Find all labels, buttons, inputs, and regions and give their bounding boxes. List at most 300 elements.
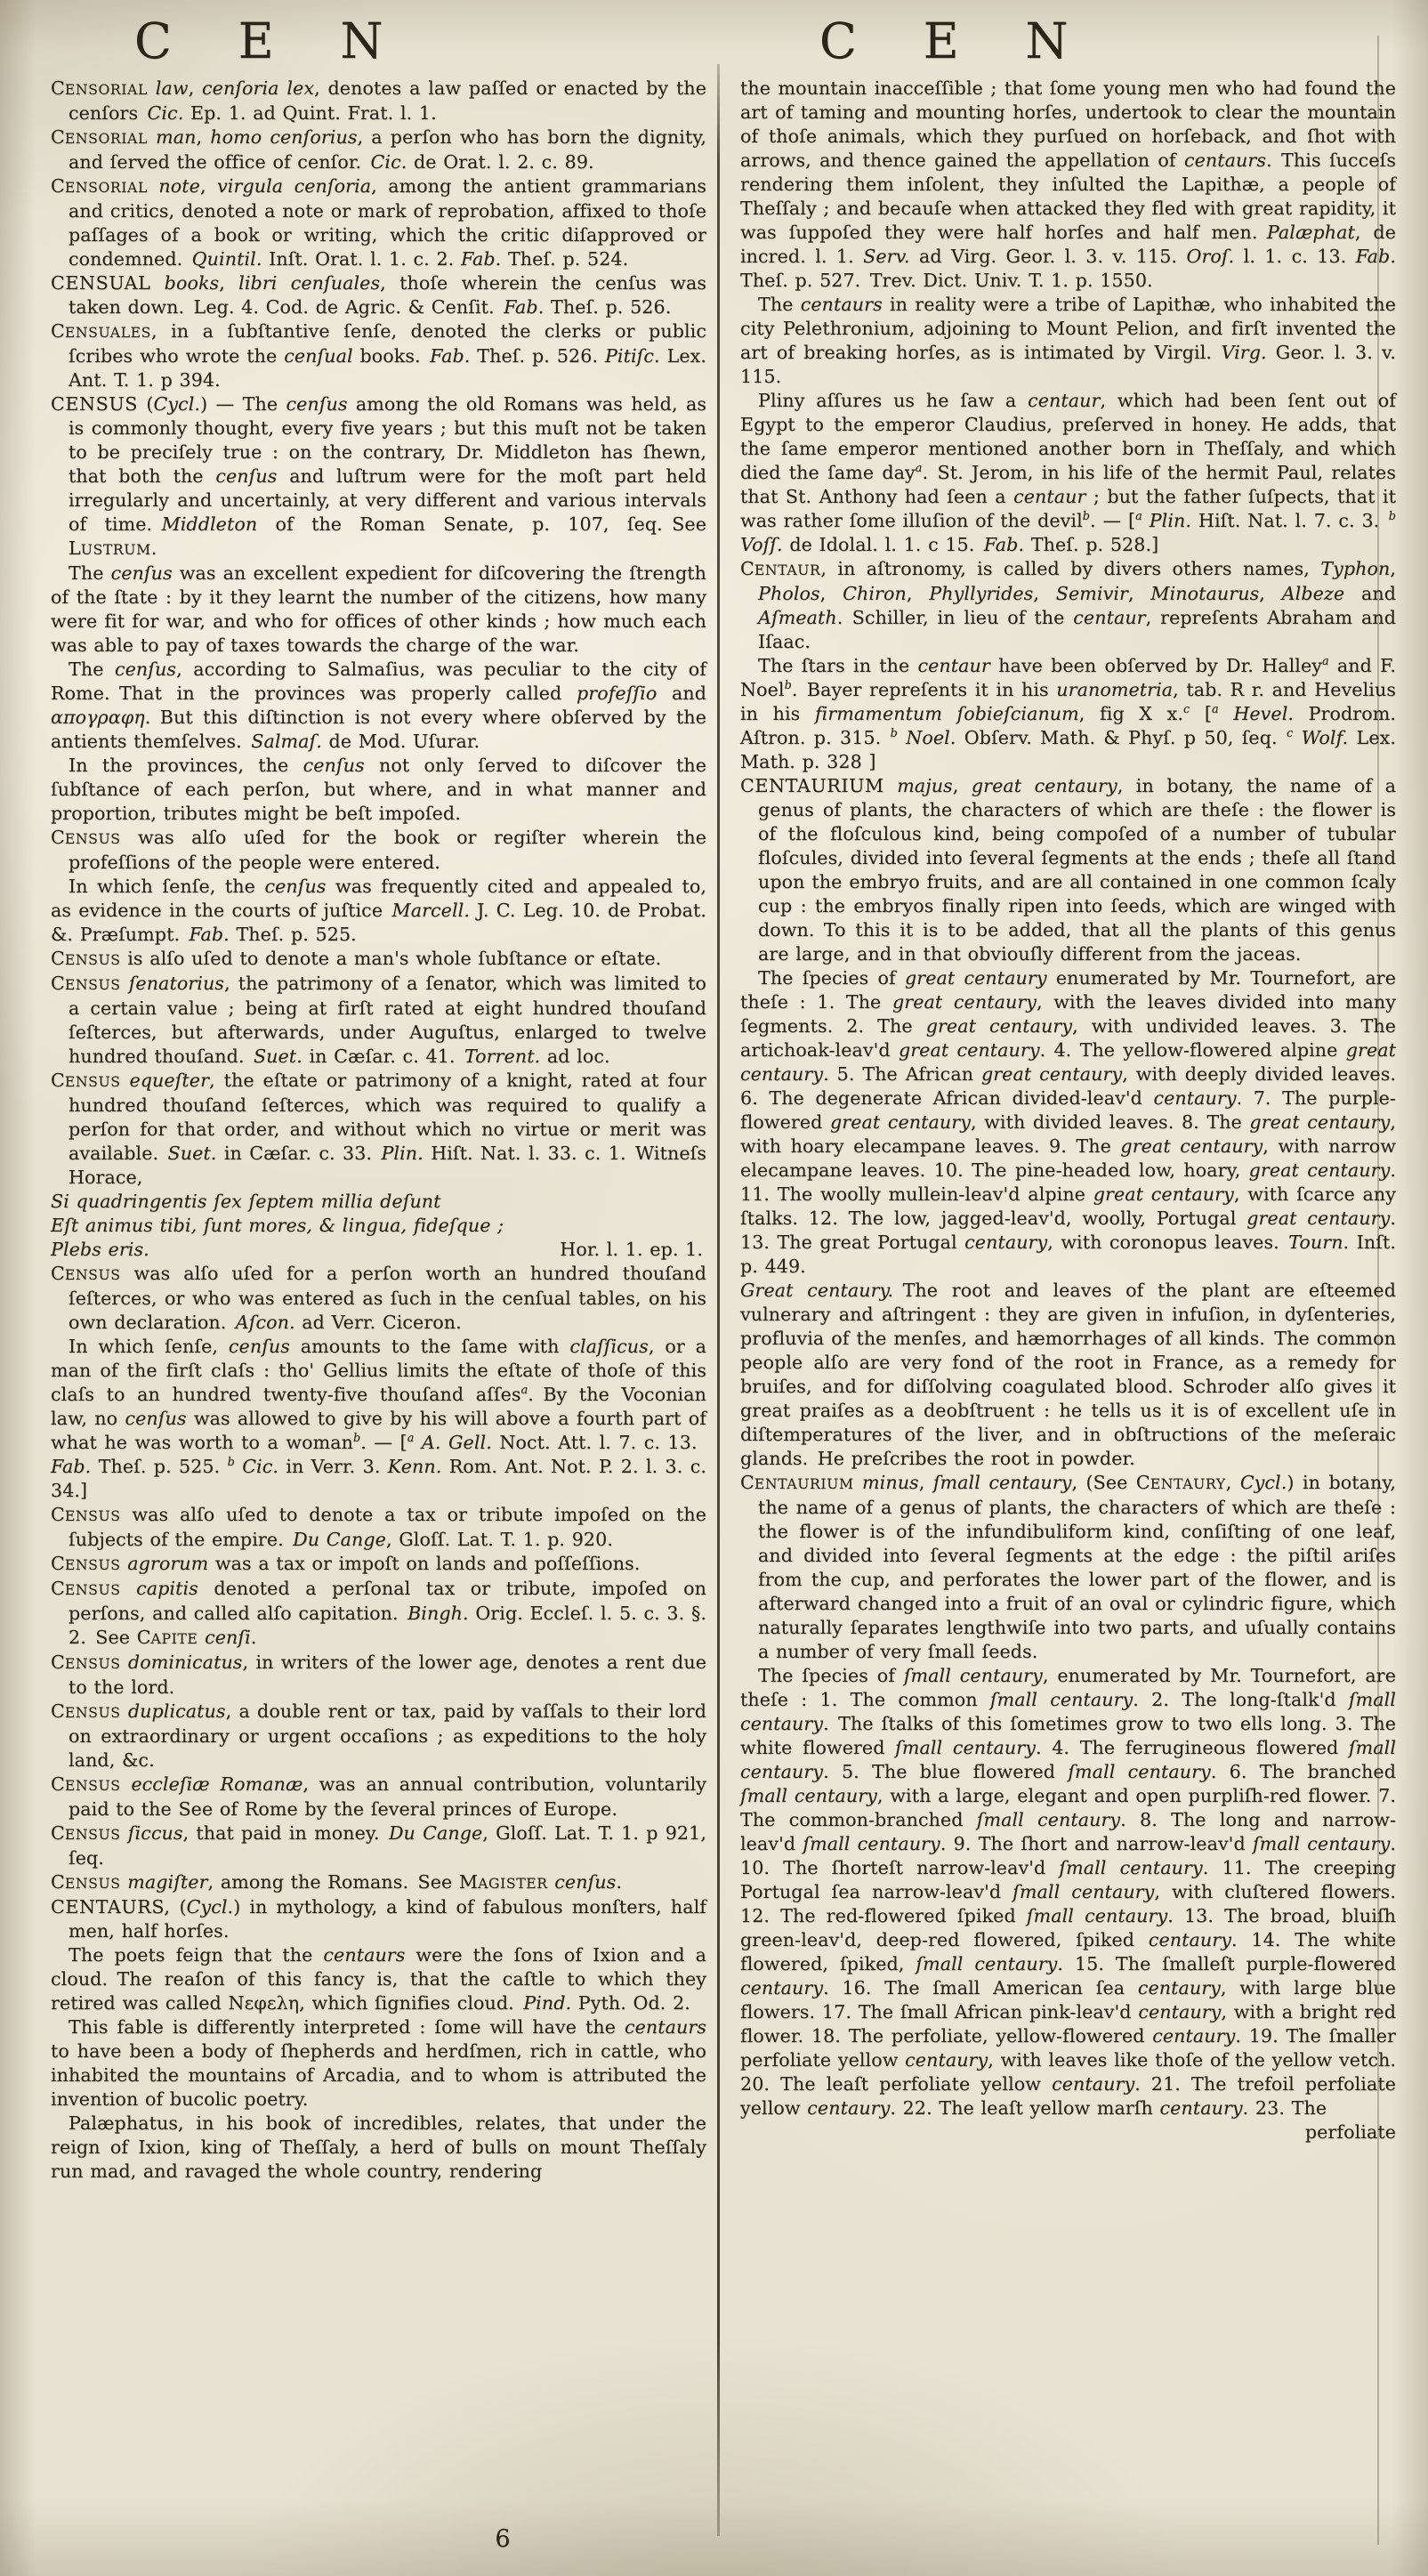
italic-run: great centaury [898,1039,1040,1061]
running-head-left: C E N [133,12,409,69]
text-run [1219,703,1234,724]
italic-run: Oroſ. [1186,246,1235,267]
entry-census-equester [51,1069,706,1190]
italic-run: Fab. [1355,246,1396,267]
headword-smallcaps: CENSUS [51,973,121,994]
text-run: Pyth. Od. 2. [571,1992,690,2014]
left-column-text [51,77,706,2184]
text-run [1142,510,1150,531]
italic-run: Serv. [863,246,910,267]
italic-run: law [147,77,189,99]
text-run: and luſtrum were for the moſt part held irregularly and uncertainly, at very different and various intervals of time. [69,465,706,535]
text-run: , that paid in money. [182,1822,389,1844]
headword-smallcaps: CENSUS [51,1822,121,1844]
italic-run: cenſual [284,345,353,367]
text-run: Theſ. p. 524. [501,248,629,270]
text-run: . 23. The [1242,2097,1327,2119]
italic-run: Typhon [1320,558,1391,579]
headword-smallcaps: CENSUALES [51,320,151,342]
text-run: The ſpecies of [758,967,905,989]
text-run [898,727,906,748]
running-head-right: C E N [819,12,1094,69]
text-run: , denotes a law paſſed or enacted by the cenſors [69,77,706,124]
entry-census-ecclesiae [51,1773,706,1821]
italic-run: note [147,175,200,197]
italic-run: Middleton [161,513,258,535]
text-run: . 16. The ſmall American ſea [823,1977,1138,1999]
text-run: amounts to the ſame with [289,1336,570,1357]
text-run: ( [137,393,154,415]
text-run: among the old Romans was held, as is commonly thought, every five years ; but this muſt not be taken to be preciſely true : on the contrary, Dr. Middleton has ſhewn, that both the [69,393,707,487]
text-run: , [219,272,239,294]
text-run [884,775,897,796]
text-run: , tab. R r. and Hevelius in his [740,679,1396,724]
italic-run: firmamentum ſobieſcianum [814,703,1079,724]
page-number: 6 [495,2525,511,2553]
italic-run: Quintil. [191,248,262,270]
text-run: . 21. The trefoil perfoliate yellow [740,2073,1396,2119]
text-run: . 9. The ſhort and narrow-leav'd [940,1833,1253,1854]
entry-censorial-man [51,125,706,174]
text-run: The [69,658,116,680]
text-run: , [952,775,972,796]
italic-run: centaurs [800,294,883,315]
text-run [1293,727,1301,748]
text-run: was alſo uſed to denote a tax or tribute impoſed on the ſubjects of the empire. [69,1504,706,1550]
italic-run: Palæphat [1266,222,1355,243]
text-run: , with divided leaves. 8. The [970,1111,1250,1133]
italic-run: cenſus [554,1871,617,1893]
text-run: . 6. The branched [1210,1761,1396,1782]
text-run [121,1822,128,1844]
entry-census-dominicatus [51,1651,706,1700]
text-run: , which had been ſent out of Egypt to the emperor Claudius, preſerved in honey. He adds, that the ſame emperor mentioned another born in Theſſaly, and which died the ſame day [740,390,1397,483]
italic-run: Plin. [1149,510,1192,531]
text-run: was frequently cited and appealed to, as evidence in the courts of juſtice [51,876,706,921]
footnote-ref: a [1321,655,1329,669]
text-run: Theſ. p. 526. [544,296,672,318]
italic-run: Suet. [253,1046,303,1067]
italic-run: ſmall centaury [895,1737,1036,1758]
text-run: The ſtars in the [758,655,918,676]
italic-run: Pitiſc. [604,345,660,367]
italic-run: Wolf. [1301,727,1349,748]
body-paragraph [51,2112,706,2184]
italic-run: Great centaury. [740,1280,894,1301]
footnote-ref: b [227,1456,235,1470]
text-run: in Verr. 3. [278,1456,388,1477]
verse-attribution [560,1238,703,1262]
italic-run: great centaury [1249,1111,1391,1133]
italic-run: magiſter [127,1871,208,1893]
headword-smallcaps: MAGISTER [458,1871,548,1893]
text-run: , with hoary elecampane leaves. 9. The [740,1111,1396,1157]
text-run: J. C. Leg. 10. de Probat. &. Præſumpt. [51,900,707,945]
entry-census-capitis [51,1577,706,1651]
text-run: The [758,294,801,315]
text-run: to have been a body of ſhepherds and herdſmen, rich in cattle, who inhabited the mountains of Arcadia, and to whom is attributed the invention of bucolic poetry. [51,2040,706,2110]
italic-run: ſmall centaury [1252,1833,1391,1854]
italic-run: Aſcon. [235,1312,295,1333]
text-run: , a double rent or tax, paid by vaſſals to their lord on extraordinary or urgent occaſions ; as expeditions to the holy land, &c. [69,1700,706,1771]
text-run: ( [170,1896,187,1918]
italic-run: eccleſiæ Romanæ [131,1773,303,1795]
italic-run: majus [897,775,953,796]
italic-run: man [147,126,197,148]
entry-census-cycl [51,392,706,561]
text-run: . 4. The ferrugineous flowered [1035,1737,1349,1758]
text-run: ad Verr. Ciceron. [294,1312,462,1333]
italic-run: centaury [1138,2001,1222,2023]
entry-centaur-astronomy [740,557,1396,654]
text-run: Prodrom. Aſtron. p. 315. [740,703,1397,748]
text-run: , [918,1472,933,1493]
text-run: Pliny aſſures us he ſaw a [758,390,1029,411]
italic-run: ſmall centaury [803,1833,940,1854]
italic-run: great centaury [1093,1183,1234,1205]
text-run: was alſo uſed for a perſon worth an hundred thouſand ſeſterces, or who was entered as ſuch in the cenſual tables, on his own declaration. [69,1263,706,1333]
text-run: and [1344,583,1396,604]
italic-run: Marcell. [391,900,470,921]
text-run: . — [ [1090,510,1136,531]
text-run: was alſo uſed for the book or regiſter wherein the profeſſions of the people were entered. [69,827,706,873]
italic-run: great centaury [1120,1135,1263,1157]
text-run: . St. Jerom, in his life of the hermit Paul, relates that St. Anthony had ſeen a [740,462,1396,507]
italic-run: centaury [1159,2097,1243,2119]
entry-census-senatorius [51,972,706,1069]
italic-run: great centaury [740,1039,1396,1085]
text-run: . 2. The long-ſtalk'd [1133,1689,1349,1710]
italic-run: claſſicus [569,1336,649,1357]
headword-caps: CENSUAL [51,272,151,294]
italic-run: Voſſ. [740,534,783,555]
text-run: The [69,562,111,584]
text-run: . — [ [360,1432,407,1453]
italic-run: Minotaurus [1150,583,1260,604]
italic-run: duplicatus [127,1700,226,1722]
text-run: Theſ. p. 525. [229,924,357,945]
italic-run: cenſus [110,562,173,584]
italic-run: centaur [1013,486,1086,507]
italic-run: Fab. [504,296,545,318]
headword-smallcaps: CENSUS [51,948,121,969]
text-run: ) in mythology, a kind of fabulous monſters, half men, half horſes. [69,1896,706,1942]
italic-run: Fab. [983,534,1025,555]
italic-run: centaur [1073,607,1146,628]
text-run: . [616,1871,622,1893]
text-run: , with a large, elegant and open purpliſh-red flower. 7. The common-branched [740,1785,1397,1830]
italic-run: ſmall centaury [1013,1881,1155,1902]
body-paragraph [740,1279,1396,1471]
footnote-ref: a [1135,510,1142,524]
text-run: , the patrimony of a ſenator, which was limited to a certain value ; being at firſt rated at eight hundred thouſand ſeſterces, but afterwards, under Auguſtus, enlarged to twelve hundred thouſand. [69,973,707,1067]
headword-smallcaps: CENSORIAL [51,126,148,148]
entry-census-magister [51,1870,706,1895]
italic-run: centaury [807,2097,891,2119]
italic-run: equeſter [129,1070,210,1091]
text-run: in Cæſar. c. 41. [302,1046,464,1067]
headword-smallcaps: CENSUS [51,1263,121,1284]
headword-smallcaps: CENSUS [51,1773,121,1795]
body-paragraph [51,754,706,826]
left-column [51,77,706,2184]
italic-run: A. Gell. [421,1432,492,1453]
text-run: . 4. The yellow-flowered alpine [1039,1039,1346,1061]
italic-run: centaur [1028,390,1101,411]
italic-run: Cycl. [153,393,201,415]
text-run [121,973,129,994]
text-run: . Schiller, in lieu of the [836,607,1074,628]
text-run: , was an annual contribution, voluntarily paid to the See of Rome by the ſeveral princes of Europe. [69,1773,706,1820]
text-run: , among the Romans. See [207,1871,459,1893]
text-run: , [819,583,843,604]
footnote-ref: b [890,727,898,741]
italic-run: ſmall centaury [916,1953,1058,1974]
italic-run: Si quadringentis ſex ſeptem millia deſunt [51,1191,441,1212]
text-run: not only ſerved to diſcover the ſubſtance of each perſon, but where, and in what manner and proportion, tributes might be beſt impoſed. [51,755,706,824]
body-paragraph [740,654,1396,774]
text-run: . 19. The ſmaller perfoliate yellow [740,2025,1396,2071]
text-run: l. 1. c. 13. [1234,246,1356,267]
text-run: Theſ. p. 526. [470,345,605,367]
italic-run: Cycl. [1239,1472,1287,1493]
italic-run: great centaury [905,967,1047,989]
text-run: . 5. The blue flowered [823,1761,1069,1782]
text-run: Inſt. Orat. l. 1. c. 2. [262,248,461,270]
text-run: . 13. The broad, bluiſh green-leav'd, deep-red flowered, ſpiked [740,1905,1396,1950]
entry-centaurium-minus [740,1471,1396,1664]
headword-smallcaps: CENSUS [51,1871,121,1893]
text-run: , [1033,583,1056,604]
body-paragraph [51,1943,706,2015]
text-run: Lex. Ant. T. 1. p 394. [69,345,706,391]
body-paragraph [51,875,706,947]
italic-run: Pind. [523,1992,572,2014]
italic-run: Salmaſ. [251,731,322,752]
text-run: . 11. The woolly mullein-leav'd alpine [740,1159,1396,1205]
text-run: were the ſons of Ixion and a cloud. The reaſon of this fancy is, that the caſtle to which they retired was called Νεφελη, which ſignifies cloud. [51,1944,706,2014]
italic-run: books [150,272,220,294]
headword-smallcaps: CENSUS [51,1578,121,1599]
footnote-ref: b [1388,510,1396,524]
italic-run: cenſus [215,465,278,487]
text-run: . 22. The leaſt yellow marſh [890,2097,1160,2119]
italic-run: centaury [1137,1977,1221,1999]
text-run: [ [1190,703,1213,724]
italic-run: Phyllyrides [929,583,1034,604]
italic-run: Fab. [430,345,471,367]
text-run: was allowed to give by his will above a fourth part of what he was worth to a woman [51,1408,706,1453]
footnote-ref: a [1212,703,1219,717]
text-run [121,1773,132,1795]
italic-run: cenſus [228,1336,290,1357]
italic-run: centaury [905,2049,988,2071]
text-run: books. [352,345,431,367]
italic-run: Fab. [460,248,502,270]
footnote-ref: a [407,1432,415,1446]
italic-run: ſmall centaury [740,1737,1397,1782]
text-run: Theſ. p. 525. [91,1456,228,1477]
italic-run: great centaury [892,991,1037,1013]
italic-run: Torrent. [464,1046,541,1067]
text-run: . 14. The white flowered, ſpiked, [740,1929,1396,1974]
entry-census-duplicatus [51,1700,706,1773]
italic-run: Aſmeath [758,607,837,628]
entry-censorial-note [51,174,706,271]
headword-smallcaps: CENTAURY [1135,1472,1226,1493]
text-run: , with narrow elecampane leaves. 10. The pine-headed low, hoary, [740,1135,1396,1181]
text-run: . 13. The great Portugal [740,1207,1396,1253]
text-run [121,1578,137,1599]
entry-centaurs [51,1895,706,1943]
italic-run: ſmall centaury [989,1689,1134,1710]
italic-run: cenſoria lex [202,77,315,99]
text-run [414,1432,422,1453]
text-run: Geor. l. 3. v. 115. [740,342,1396,387]
italic-run: Fab. [189,924,230,945]
body-paragraph [51,561,706,658]
text-run: , with coronopus leaves. [1047,1231,1289,1253]
text-run: , [1259,583,1282,604]
text-run: In the provinces, the [69,755,303,776]
text-run: , Gloſſ. Lat. T. 1. p. 920. [385,1529,613,1550]
italic-run: ſiccus [127,1822,183,1844]
text-run: , [1390,558,1396,579]
italic-run: capitis [136,1578,198,1599]
italic-run: cenſus [303,755,365,776]
italic-run: Fab. [51,1456,92,1477]
text-run: the mountain inacceſſible ; that ſome young men who had found the art of taming and mounting horſes, undertook to clear the mountain of thoſe animals, which they purſued on horſeback, and ſhot with arrows, and thence gained the appellation of [740,77,1396,171]
italic-run: virgula cenſoria [217,175,372,197]
headword-smallcaps: CENTAURIUM [740,1472,854,1493]
body-paragraph-continued [740,77,1396,293]
italic-run: great centaury [1246,1207,1391,1229]
text-run: in reality were a tribe of Lapithæ, who inhabited the city Pelethronium, adjoining to Mount Pelion, and firſt invented the art of breaking horſes, as is intimated by Virgil. [740,294,1396,363]
italic-run: cenſus [125,1408,187,1429]
text-run [235,1456,242,1477]
italic-run: centaury [1148,1929,1231,1950]
text-run: enumerated by Mr. Tournefort, are theſe : 1. The [740,967,1397,1013]
text-run: The root and leaves of the plant are eſteemed vulnerary and aſtringent : they are given in infuſion, in dyſenteries, profluvia of the menſes, and hæmorrhages of all kinds. The common people alſo are very fond of the root in France, as a remedy for bruiſes, and for diſſolving coagulated blood. Schroder alſo gives it great praiſes as a deobſtruent : he tells us it is of excellent uſe in diſtemperatures of the liver, and in obſtructions of the meſeraic glands. He preſcribes the root in powder. [740,1280,1396,1469]
italic-run: Cycl. [186,1896,234,1918]
text-run: , in botany, the name of a genus of plants, the characters of which are theſe : the flower is of the floſculous kind, being compoſed of a number of tubular floſcules, divided into ſeveral ſegments at the ends ; theſe all ſtand upon the embryo fruits, and are all contained in one common ſcaly cup : the embryos finally ripen into ſeeds, which are winged with down. To this it is to be added, that all the plants of this genus are large, and in that obviouſly different from the jaceas. [758,775,1397,965]
italic-run: ſmall centaury [976,1809,1121,1830]
italic-run: cenſi [205,1627,251,1648]
text-run: This fable is differently interpreted : ſome will have the [69,2016,625,2038]
italic-run: cenſus [115,658,177,680]
headword-smallcaps: CENTAUR [740,558,821,579]
italic-run: Plin. [381,1143,424,1164]
text-run: Theſ. p. 528.] [1024,534,1159,555]
text-run [121,1070,130,1091]
italic-run: Pholos [758,583,820,604]
body-paragraph [740,389,1396,557]
entry-censual-books [51,271,706,319]
text-run: , [906,583,930,604]
text-run: Orig. Eccleſ. l. 5. c. 3. §. 2. See [69,1603,706,1648]
headword-smallcaps: CENSUS [51,827,121,848]
text-run: . By the Voconian law, no [51,1384,706,1429]
entry-census-register [51,826,706,875]
text-run: , with ſcarce any ſtalks. 12. The low, jagged-leav'd, woolly, Portugal [740,1183,1396,1229]
italic-run: ſenatorius [128,973,224,994]
italic-run: ſmall centaury [1059,1857,1203,1878]
headword-smallcaps: LUSTRUM [69,537,151,559]
entry-census-siccus [51,1821,706,1870]
italic-run: Du Cange [293,1529,386,1550]
footnote-ref: b [352,1432,361,1446]
italic-run: ſmall centaury [903,1665,1043,1686]
italic-run: Chiron [843,583,907,604]
text-run [854,1472,862,1493]
text-run [121,1700,128,1722]
text-run: , [199,175,218,197]
italic-run: απογραφη [51,707,145,728]
italic-run: Hevel. [1233,703,1295,724]
italic-run: ſmall centaury [1026,1905,1168,1926]
text-run: of the Roman Senate, p. 107, ſeq. See [257,513,706,535]
text-run: and [657,682,706,704]
italic-run: agrorum [127,1553,209,1574]
italic-run: Cic. [242,1456,279,1477]
italic-run: centaurs [1184,149,1267,171]
verse-line [51,1190,706,1214]
italic-run: ſmall centaury [740,1689,1396,1734]
text-run: de Idolal. l. 1. c 15. [782,534,984,555]
italic-run: Suet. [167,1143,217,1164]
headword-smallcaps: CENSUS [51,1553,121,1574]
text-run [121,1651,128,1673]
text-run: , with large blue flowers. 17. The ſmall African pink-leav'd [740,1977,1396,2023]
body-paragraph [740,966,1396,1279]
text-run: was an excellent expedient for diſcovering the ſtrength of the ſtate : by it they learnt the number of the citizens, how many were fit for war, and who for offices of other kinds ; how much each was able to pay of taxes towards the charge of the war. [51,562,706,656]
italic-run: Cic. [370,151,407,173]
italic-run: great centaury [971,775,1117,796]
italic-run: centaury [964,1231,1048,1253]
text-run: Hiſt. Nat. l. 7. c. 3. [1191,510,1389,531]
text-run: , the eſtate or patrimony of a knight, rated at four hundred thouſand ſeſterces, which was required to qualify a perſon for that order, and without which no virtue or merit was available. [69,1070,706,1164]
text-run: . The ſtalks of this ſometimes grow to two ells long. 3. The white flowered [740,1713,1396,1758]
text-run: , in a ſubſtantive ſenſe, denoted the clerks or public ſcribes who wrote the [69,320,706,367]
headword-smallcaps: CAPITE [136,1627,198,1648]
italic-run: Plebs eris. [51,1239,149,1260]
text-run: ad Virg. Geor. l. 3. v. 115. [909,246,1187,267]
text-run: , (See [1071,1472,1136,1493]
text-run: , Gloſſ. Lat. T. 1. p 921, ſeq. [69,1822,706,1869]
footnote-ref: c [1183,703,1190,717]
text-run: , a perſon who has born the dignity, and ſerved the office of cenſor. [69,126,706,173]
headword-caps: CENTAURIUM [740,775,884,796]
italic-run: Eſt animus tibi, ſunt mores, & lingua, fideſque ; [51,1215,504,1236]
text-run: ad loc. [540,1046,610,1067]
italic-run: minus [862,1472,919,1493]
text-run: Ep. 1. ad Quint. Frat. l. 1. [183,102,437,124]
text-run: , enumerated by Mr. Tournefort, are theſe : 1. The common [740,1665,1396,1710]
italic-run: centaury [1153,1087,1237,1109]
text-run: , in aſtronomy, is called by divers others names, [820,558,1321,579]
italic-run: Albeze [1281,583,1345,604]
italic-run: uranometria [1056,679,1174,700]
text-run: denoted a perſonal tax or tribute, impoſed on perſons, and called alſo capitation. [69,1578,706,1624]
italic-run: Virg. [1221,342,1267,363]
footnote-ref: b [1082,510,1091,524]
text-run: have been obſerved by Dr. Halley [989,655,1322,676]
entry-census-estate [51,947,706,972]
headword-smallcaps: CENSORIAL [51,175,148,197]
footnote-ref: a [520,1384,528,1398]
italic-run: great centaury [830,1111,971,1133]
italic-run: ſmall centaury [932,1472,1072,1493]
